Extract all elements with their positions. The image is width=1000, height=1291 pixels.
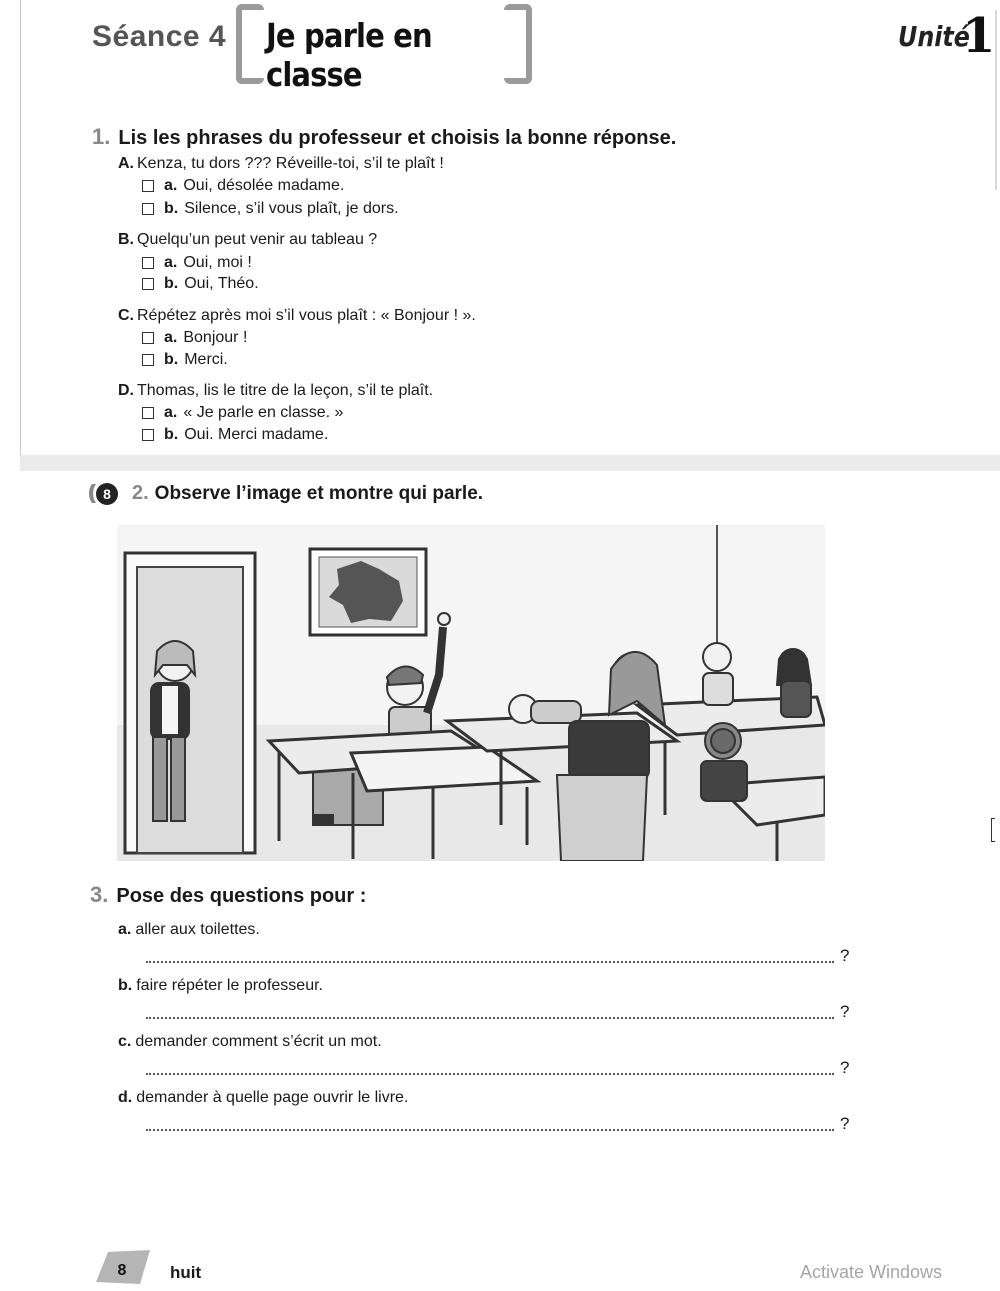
seance-label: Séance 4 bbox=[92, 20, 227, 53]
option-b-b[interactable]: b. Oui, Théo. bbox=[142, 275, 259, 293]
checkbox[interactable] bbox=[142, 203, 154, 215]
france-map bbox=[310, 549, 426, 635]
checkbox[interactable] bbox=[142, 180, 154, 192]
question-a: A. Kenza, tu dors ??? Réveille-toi, s’il te plaît ! bbox=[118, 155, 444, 172]
question-item-a: a. aller aux toilettes. bbox=[118, 921, 260, 938]
text-cursor-mark bbox=[991, 818, 995, 842]
question-c: C. Répétez après moi s’il vous plaît : « Bonjour ! ». bbox=[118, 307, 476, 324]
unit-number: 1 bbox=[962, 8, 996, 64]
exercise2-instruction: Observe l’image et montre qui parle. bbox=[154, 482, 484, 504]
sound-waves-icon: ((( bbox=[88, 482, 90, 504]
answer-line-b[interactable] bbox=[146, 1017, 834, 1019]
option-c-b[interactable]: b. Merci. bbox=[142, 351, 228, 369]
option-a-a[interactable]: a. Oui, désolée madame. bbox=[142, 177, 344, 195]
option-a-b[interactable]: b. Silence, s’il vous plaît, je dors. bbox=[142, 200, 399, 218]
page-number: 8 bbox=[117, 1262, 127, 1279]
bracket-right bbox=[504, 4, 532, 84]
exercise1-heading bbox=[92, 124, 676, 150]
checkbox[interactable] bbox=[142, 407, 154, 419]
audio-icon[interactable] bbox=[88, 482, 118, 505]
classroom-illustration bbox=[117, 525, 825, 861]
question-b: B. Quelqu’un peut venir au tableau ? bbox=[118, 231, 378, 248]
question-mark-c: ? bbox=[840, 1058, 850, 1077]
lesson-title: Je parle en classe bbox=[266, 16, 432, 94]
checkbox[interactable] bbox=[142, 278, 154, 290]
option-c-a[interactable]: a. Bonjour ! bbox=[142, 329, 247, 347]
exercise3-heading bbox=[90, 882, 366, 908]
question-d: D. Thomas, lis le titre de la leçon, s’il te plaît. bbox=[118, 382, 434, 399]
question-mark-a: ? bbox=[840, 946, 850, 965]
exercise2-number: 2. bbox=[131, 482, 149, 504]
question-mark-b: ? bbox=[840, 1002, 850, 1021]
lesson-title-frame bbox=[236, 4, 532, 94]
girl-seated bbox=[701, 723, 747, 801]
exercise1-instruction: Lis les phrases du professeur et choisis la bonne réponse. bbox=[118, 127, 677, 149]
question-item-d: d. demander à quelle page ouvrir le livre. bbox=[118, 1089, 409, 1106]
checkbox[interactable] bbox=[142, 257, 154, 269]
bracket-left bbox=[236, 4, 264, 84]
exercise3-instruction: Pose des questions pour : bbox=[116, 885, 367, 907]
page-margin-rule bbox=[20, 0, 21, 455]
exercise3-number: 3. bbox=[90, 882, 109, 907]
page-break-band bbox=[20, 455, 1000, 471]
unit-label: Unité bbox=[898, 20, 970, 53]
option-b-a[interactable]: a. Oui, moi ! bbox=[142, 254, 252, 272]
page-word: huit bbox=[170, 1263, 202, 1282]
page-number-badge bbox=[92, 1248, 152, 1286]
question-mark-d: ? bbox=[840, 1114, 850, 1133]
checkbox[interactable] bbox=[142, 354, 154, 366]
checkbox[interactable] bbox=[142, 429, 154, 441]
question-item-b: b. faire répéter le professeur. bbox=[118, 977, 323, 994]
exercise1-number: 1. bbox=[92, 124, 111, 149]
answer-line-c[interactable] bbox=[146, 1073, 834, 1075]
answer-line-d[interactable] bbox=[146, 1129, 834, 1131]
question-item-c: c. demander comment s’écrit un mot. bbox=[118, 1033, 382, 1050]
exercise2-heading bbox=[88, 482, 483, 505]
option-d-a[interactable]: a. « Je parle en classe. » bbox=[142, 404, 343, 422]
option-d-b[interactable]: b. Oui. Merci madame. bbox=[142, 426, 328, 444]
checkbox[interactable] bbox=[142, 332, 154, 344]
answer-line-a[interactable] bbox=[146, 961, 834, 963]
audio-track-number: 8 bbox=[96, 483, 118, 505]
windows-activation-watermark: Activate Windows bbox=[800, 1262, 943, 1282]
